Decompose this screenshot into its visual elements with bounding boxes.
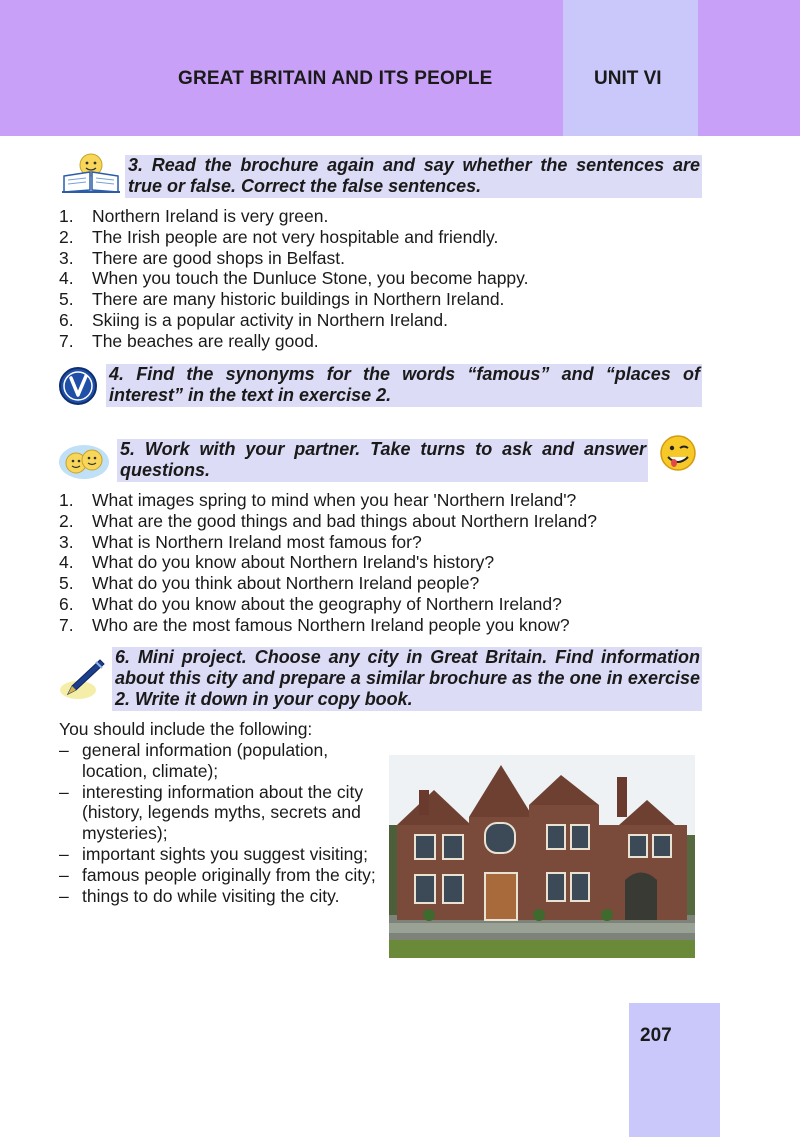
- exercise-6-instruction: 6. Mini project. Choose any city in Great Britain. Find information about this city and prepare a similar brochure as the one in exercise 2. Write it down in your copy book.: [112, 647, 702, 711]
- list-item: 3. There are good shops in Belfast.: [59, 247, 345, 268]
- list-item: – things to do while visiting the city.: [59, 885, 340, 906]
- list-item: 6. What do you know about the geography of Northern Ireland?: [59, 593, 562, 614]
- exercise-4-instruction: 4. Find the synonyms for the words “famous” and “places of interest” in the text in exercise 2.: [106, 364, 702, 407]
- list-item: 4. What do you know about Northern Ireland's history?: [59, 552, 495, 573]
- open-book-smiley-icon: [60, 150, 122, 194]
- pair-smileys-icon: [58, 442, 110, 480]
- fountain-pen-icon: [56, 656, 106, 702]
- list-item: – important sights you suggest visiting;: [59, 843, 368, 864]
- list-item: – interesting information about the city (history, legends myths, secrets and mysteries);: [59, 781, 364, 844]
- page-number-tab: [629, 1003, 720, 1137]
- list-item: 5. There are many historic buildings in Northern Ireland.: [59, 289, 505, 310]
- list-item: 2. The Irish people are not very hospitable and friendly.: [59, 226, 499, 247]
- list-item: 7. Who are the most famous Northern Ireland people you know?: [59, 614, 570, 635]
- list-item: 3. What is Northern Ireland most famous for?: [59, 531, 422, 552]
- list-item: 2. What are the good things and bad things about Northern Ireland?: [59, 510, 597, 531]
- winking-smiley-icon: [656, 433, 698, 477]
- list-item: – famous people originally from the city;: [59, 864, 376, 885]
- exercise-6-list: [59, 740, 389, 906]
- exercise-6-intro: You should include the following:: [59, 719, 313, 739]
- header-title: GREAT BRITAIN AND ITS PEOPLE: [178, 68, 493, 89]
- exercise-5-list: [59, 490, 699, 636]
- brick-house-photo: [389, 755, 695, 958]
- vocabulary-v-icon: [58, 366, 98, 406]
- list-item: 5. What do you think about Northern Ireland people?: [59, 573, 480, 594]
- list-item: 4. When you touch the Dunluce Stone, you become happy.: [59, 268, 529, 289]
- list-item: 7. The beaches are really good.: [59, 330, 319, 351]
- list-item: 1. What images spring to mind when you hear 'Northern Ireland'?: [59, 490, 577, 510]
- list-item: – general information (population, location, climate);: [59, 740, 329, 781]
- exercise-3-instruction: 3. Read the brochure again and say whether the sentences are true or false. Correct the false sentences.: [125, 155, 702, 198]
- page-number: 207: [640, 1025, 672, 1046]
- unit-label: UNIT VI: [594, 68, 662, 89]
- list-item: 6. Skiing is a popular activity in Northern Ireland.: [59, 309, 449, 330]
- list-item: 1. Northern Ireland is very green.: [59, 206, 329, 226]
- exercise-3-list: [59, 206, 699, 352]
- exercise-5-instruction: 5. Work with your partner. Take turns to ask and answer questions.: [117, 439, 648, 482]
